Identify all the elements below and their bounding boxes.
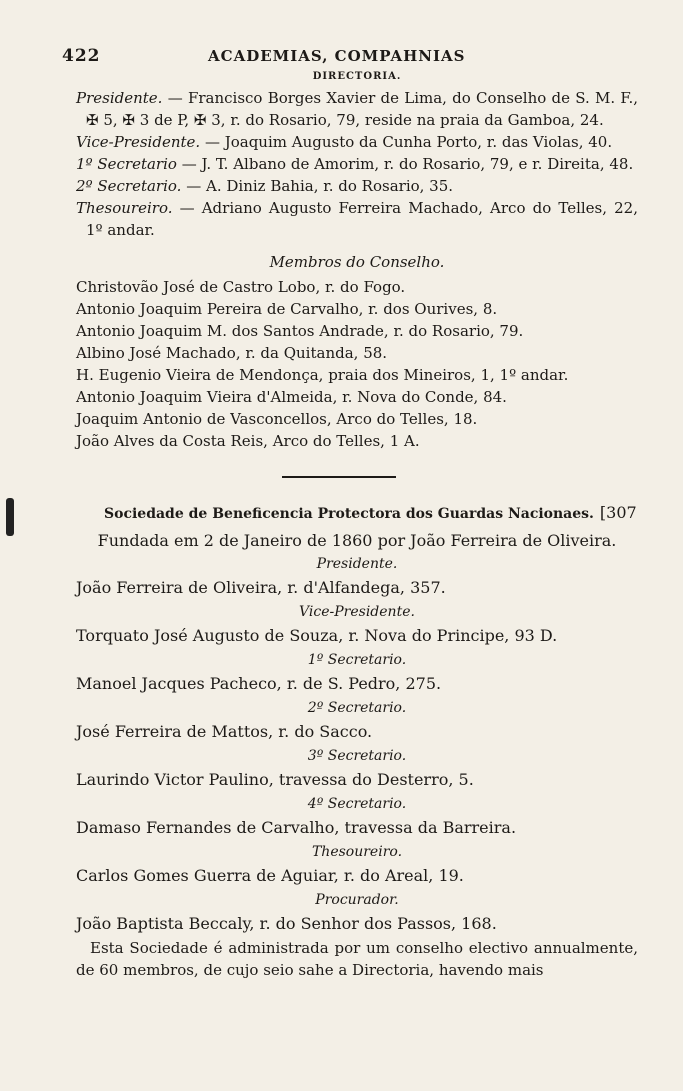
- entry-text: — A. Diniz Bahia, r. do Rosario, 35.: [186, 177, 454, 195]
- directoria-heading: DIRECTORIA.: [312, 71, 402, 82]
- entry-vice-presidente: [76, 131, 638, 153]
- council-member: Christovão José de Castro Lobo, r. do Fogo.: [76, 278, 406, 296]
- entry-text: — Joaquim Augusto da Cunha Porto, r. das Violas, 40.: [204, 133, 613, 151]
- officer-name: Laurindo Victor Paulino, travessa do Desterro, 5.: [76, 770, 474, 789]
- entry-role: 1º Secretario: [76, 155, 177, 173]
- entry-thesoureiro: [76, 197, 638, 241]
- page-number: 422: [62, 46, 101, 66]
- entry-2-secretario: [76, 175, 638, 197]
- section-divider: [282, 476, 396, 478]
- officer-name: Carlos Gomes Guerra de Aguiar, r. do Areal, 19.: [76, 866, 464, 885]
- founded-line: Fundada em 2 de Janeiro de 1860 por João Ferreira de Oliveira.: [97, 531, 617, 550]
- entry-role: Thesoureiro.: [76, 199, 173, 217]
- council-member: Antonio Joaquim Vieira d'Almeida, r. Nova do Conde, 84.: [76, 388, 507, 406]
- society-ref: [307: [599, 503, 637, 522]
- council-member: H. Eugenio Vieira de Mendonça, praia dos Mineiros, 1, 1º andar.: [76, 366, 569, 384]
- officer-role: Vice-Presidente.: [299, 604, 415, 620]
- council-list: [76, 276, 638, 452]
- officer-name: João Baptista Beccaly, r. do Senhor dos Passos, 168.: [76, 914, 497, 933]
- officer-name: Torquato José Augusto de Souza, r. Nova do Principe, 93 D.: [76, 626, 558, 645]
- directoria-entries: [76, 87, 638, 241]
- entry-role: 2º Secretario.: [76, 177, 182, 195]
- entry-role: Presidente.: [76, 89, 163, 107]
- officer-role: 4º Secretario.: [307, 796, 407, 812]
- entry-text: — Francisco Borges Xavier de Lima, do Conselho de S. M. F., ✠ 5, ✠ 3 de P, ✠ 3, r. do Rosario, 79, reside na praia da Gamboa, 24.: [86, 89, 638, 129]
- council-member: Antonio Joaquim M. dos Santos Andrade, r. do Rosario, 79.: [76, 322, 524, 340]
- officer-name: Damaso Fernandes de Carvalho, travessa da Barreira.: [76, 818, 517, 837]
- council-member: Joaquim Antonio de Vasconcellos, Arco do Telles, 18.: [76, 410, 478, 428]
- council-heading: Membros do Conselho.: [269, 253, 445, 271]
- page-content: [62, 44, 638, 981]
- council-member: Albino José Machado, r. da Quitanda, 58.: [76, 344, 388, 362]
- officer-role: 1º Secretario.: [307, 652, 407, 668]
- entry-1-secretario: [76, 153, 638, 175]
- entry-text: — Adriano Augusto Ferreira Machado, Arco do Telles, 22, 1º andar.: [86, 199, 638, 239]
- page-header: [62, 44, 638, 72]
- closing-paragraph: Esta Sociedade é administrada por um conselho electivo annualmente, de 60 membros, de cujo seio sahe a Directoria, havendo mais: [76, 939, 638, 979]
- officer-name: Manoel Jacques Pacheco, r. de S. Pedro, 275.: [76, 674, 442, 693]
- council-member: João Alves da Costa Reis, Arco do Telles, 1 A.: [76, 432, 420, 450]
- council-member: Antonio Joaquim Pereira de Carvalho, r. dos Ourives, 8.: [76, 300, 498, 318]
- officer-name: José Ferreira de Mattos, r. do Sacco.: [76, 722, 373, 741]
- society-officers: [76, 553, 638, 937]
- margin-mark: [6, 498, 14, 536]
- officer-name: João Ferreira de Oliveira, r. d'Alfandega, 357.: [76, 578, 446, 597]
- entry-role: Vice-Presidente.: [76, 133, 201, 151]
- entry-presidente: [76, 87, 638, 131]
- entry-text: — J. T. Albano de Amorim, r. do Rosario, 79, e r. Direita, 48.: [181, 155, 634, 173]
- officer-role: Procurador.: [315, 892, 399, 908]
- running-title: ACADEMIAS, COMPAHNIAS: [208, 47, 466, 65]
- society-title: [104, 502, 638, 525]
- officer-role: Presidente.: [316, 556, 398, 572]
- officer-role: 2º Secretario.: [307, 700, 407, 716]
- officer-role: 3º Secretario.: [307, 748, 407, 764]
- officer-role: Thesoureiro.: [311, 844, 403, 860]
- society-name: Sociedade de Beneficencia Protectora dos Guardas Nacionaes.: [104, 506, 594, 522]
